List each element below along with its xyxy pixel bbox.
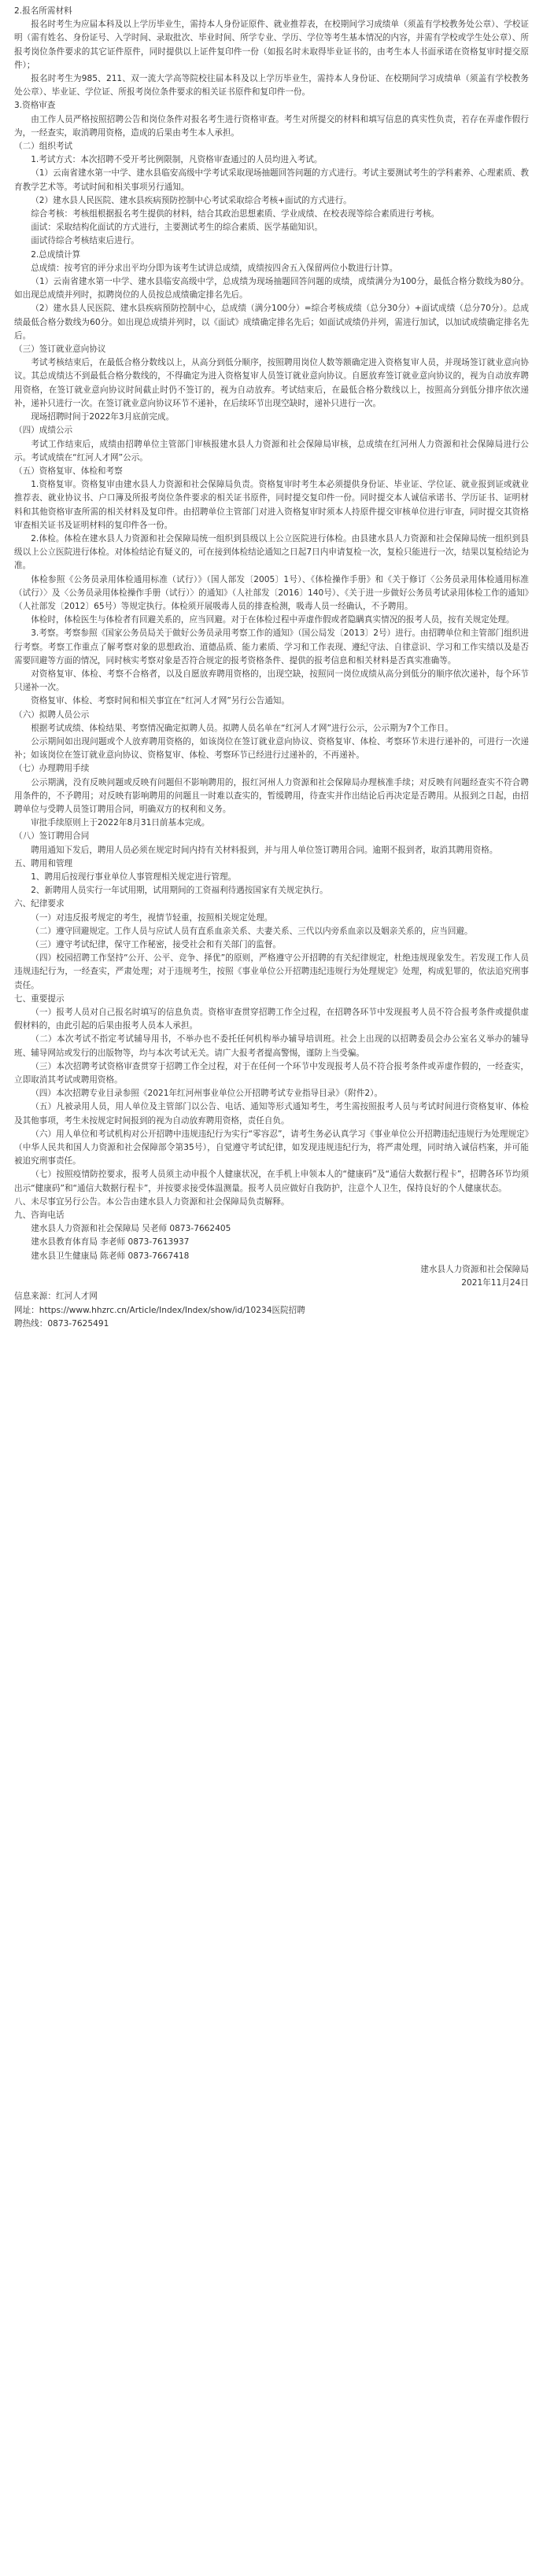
section-heading-others: 八、未尽事宜另行公告。本公告由建水县人力资源和社会保障局负责解释。 (14, 1196, 290, 1207)
paragraph-public-issue: 公示期间如出现问题或个人放弃聘用资格的，如该岗位在签订就业意向协议、资格复审、体检、考察环节未进行递补的，可进行一次递补；如该岗位在签订就业意向协议、资格复审、体检、考察环节已经进行过递补的，不再递补。 (14, 736, 529, 761)
section-heading-management: 五、聘用和管理 (14, 858, 73, 868)
paragraph-discipline-4: （四）校园招聘工作坚持“公开、公平、竞争、择优”的原则，严格遵守公开招聘的有关纪律规定，杜绝违规现象发生。若发现工作人员违规违纪行为，一经查实，严肃处理；对于违规考生，按照《事业单位公开招聘违纪违规行为处理规定》处理，构成犯罪的，依法追究刑事责任。 (14, 953, 529, 990)
signature-issuer: 建水县人力资源和社会保障局 (420, 1264, 529, 1274)
paragraph-physical-exam: 2.体检。体检在建水县人力资源和社会保障局统一组织到县级以上公立医院进行体检。由县建水县人力资源和社会保障局统一组织到县级以上公立医院进行体检。对体检结论有疑义的，可在接到体检结论通知之日起7日内申请复检一次，复检只能进行一次，结果以复检结论为准。 (14, 533, 529, 571)
paragraph-discipline-3: （三）遵守考试纪律，保守工作秘密，接受社会和有关部门的监督。 (31, 940, 281, 950)
paragraph-tip-4: （四）本次招聘专业目录参照《2021年红河州事业单位公开招聘考试专业指导目录》（附件2）。 (31, 1089, 383, 1099)
section-heading-candidate-public: （六）拟聘人员公示 (14, 709, 90, 720)
contact-hrss: 建水县人力资源和社会保障局 吴老师 0873-7662405 (31, 1224, 231, 1234)
footer-phone: 聘热线：0873-7625491 (14, 1318, 109, 1329)
paragraph-exam-method: 1.考试方式：本次招聘不受开考比例限制，凡资格审查通过的人员均进入考试。 (31, 155, 323, 165)
paragraph-management-2: 2、新聘用人员实行一年试用期，试用期间的工资福利待遇按国家有关规定执行。 (31, 886, 328, 896)
paragraph-tip-7: （七）按照疫情防控要求，报考人员须主动申报个人健康状况，在手机上申领本人的“健康码”及“通信大数据行程卡”，招聘各环节均须出示“健康码”和“通信大数据行程卡”，并按要求接受体温测量。报考人员应做好自我防护，注意个人卫生，保持良好的个人健康状态。 (14, 1170, 529, 1193)
paragraph-physical-standard: 体检参照《公务员录用体检通用标准（试行）》（国人部发〔2005〕1号）、《体检操作手册》和《关于修订〈公务员录用体检通用标准（试行）〉及〈公务员录用体检操作手册（试行）〉的通知》（人社部发〔2016〕140号）、《关于进一步做好公务员考试录用体检工作的通知》（人社部发〔2012〕65号）等规定执行。体检须开展吸毒人员的排查检测，吸毒人员一经确认，不予聘用。 (14, 574, 529, 611)
paragraph-tip-5: （五）凡被录用人员，用人单位及主管部门以公告、电话、通知等形式通知考生，考生需按照报考人员与考试时间进行资格复审、体检及其他事项，考生未按规定时间报到的视为自动放弃聘用资格，责任自负。 (14, 1102, 529, 1126)
section-heading-score: 2.总成绩计算 (31, 249, 81, 260)
section-heading-materials: 2.报名所需材料 (14, 6, 72, 16)
paragraph-score-public: 考试工作结束后，成绩由招聘单位主管部门审核报建水县人力资源和社会保障局审核，总成绩在红河州人力资源和社会保障局进行公示。考试成绩在“红河人才网”公示。 (14, 439, 529, 463)
paragraph-physical-avoid: 体检时，体检医生与体检者有回避关系的，应当回避。对于在体检过程中弄虚作假或者隐瞒真实情况的报考人员，按有关规定处理。 (31, 615, 515, 625)
paragraph-review: 由工作人员严格按照招聘公告和岗位条件对报名考生进行资格审查。考生对所提交的材料和填写信息的真实性负责，若存在弄虚作假行为，一经查实，取消聘用资格，造成的后果由考生本人承担。 (14, 114, 529, 138)
paragraph-contract: 聘用通知下发后，聘用人员必须在规定时间内持有关材料报到，并与用人单位签订聘用合同。逾期不报到者，取消其聘用资格。 (31, 845, 498, 855)
paragraph-interview: 面试：采取结构化面试的方式进行，主要测试考生的综合素质、医学基础知识。 (31, 223, 323, 233)
paragraph-tip-2: （二）本次考试不指定考试辅导用书，不举办也不委托任何机构举办辅导培训班。社会上出现的以招聘委员会办公室名义举办的辅导班、辅导网站或发行的出版物等，均与本次考试无关。请广大报考者提高警惕，谨防上当受骗。 (14, 1034, 529, 1058)
paragraph-former-graduate-materials: 报名时考生为985、211、双一流大学高等院校往届本科及以上学历毕业生，需持本人身份证、在校期间学习成绩单（须盖有学校教务处公章）、毕业证、学位证、所报考岗位条件要求的相关证书原件和复印件一份。 (14, 74, 529, 98)
paragraph-exam-hospitals: （2）建水县人民医院、建水县疾病预防控制中心考试采取综合考核+面试的方式进行。 (31, 195, 352, 205)
paragraph-score-schools: （1）云南省建水第一中学、建水县临安高级中学，总成绩为现场抽题回答问题的成绩，成绩满分为100分，最低合格分数线为80分。如出现总成绩并列时，拟聘岗位的人员按总成绩确定排名先后。 (14, 277, 529, 300)
paragraph-recruit-time: 现场招聘时间于2022年3月底前完成。 (31, 412, 175, 422)
section-heading-discipline: 六、纪律要求 (14, 899, 65, 909)
section-heading-contract: （八）签订聘用合同 (14, 831, 90, 842)
section-heading-procedure: （七）办理聘用手续 (14, 764, 90, 774)
paragraph-fill-vacancy: 对资格复审、体检、考察不合格者，以及自愿放弃聘用资格的，出现空缺，按照同一岗位成绩从高分到低分的顺序依次递补，每个环节只递补一次。 (14, 669, 529, 693)
section-heading-score-public: （四）成绩公示 (14, 426, 73, 436)
paragraph-management-1: 1、聘用后按现行事业单位人事管理相关规定进行管理。 (31, 872, 237, 882)
paragraph-notice-time: 资格复审、体检、考察时间和相关事宜在“红河人才网”另行公告通知。 (31, 696, 290, 706)
paragraph-tip-6: （六）用人单位和考试机构对公开招聘中违规违纪行为实行“零容忍”，请考生务必认真学习《事业单位公开招聘违纪违规行为处理规定》（中华人民共和国人力资源和社会保障部令第35号），自觉遵守考试纪律，如发现违规违纪行为，将严肃处理，同时纳入诚信档案，并可能被追究刑事责任。 (14, 1129, 529, 1166)
footer-source: 信息来源：红河人才网 (14, 1292, 98, 1302)
paragraph-candidate-public: 根据考试成绩、体检结果、考察情况确定拟聘人员。拟聘人员名单在“红河人才网”进行公示，公示期为7个工作日。 (31, 723, 453, 733)
paragraph-score-hospitals: （2）建水县人民医院、建水县疾病预防控制中心，总成绩（满分100分）=综合考核成绩（总分30分）+面试成绩（总分70分）。总成绩最低合格分数线为60分。如出现总成绩并列时，以《面试》成绩确定排名先后；如面试成绩仍并列，需进行加试，以加试成绩确定排名先后。 (14, 304, 529, 341)
paragraph-fresh-graduate-materials: 报名时考生为应届本科及以上学历毕业生，需持本人身份证原件、就业推荐表，在校期间学习成绩单（须盖有学校教务处公章）、学校证明（需有姓名、身份证号、入学时间、录取批次、毕业时间、所学专业、学历、学位等考生基本情况的内容，并需有学校或学生处公章）、所报考岗位条件要求的其它证件原件，同时提供以上证件复印件一份（如报名时未取得毕业证书的，由考生本人书面承诺在资格复审时提交原件）； (14, 20, 529, 70)
footer-url[interactable]: 网址：https://www.hhzrc.cn/Article/Index/Index/show/id/10234医院招聘 (14, 1305, 305, 1315)
paragraph-comprehensive-review: 综合考核：考核组根据报名考生提供的材料，结合其政治思想素质、学业成绩、在校表现等综合素质进行考核。 (31, 209, 440, 219)
section-heading-review: 3.资格审查 (14, 101, 56, 111)
section-heading-agreement: （三）签订就业意向协议 (14, 345, 106, 355)
contact-education: 建水县教育体育局 李老师 0873-7613937 (31, 1237, 190, 1247)
paragraph-exam-schools: （1）云南省建水第一中学、建水县临安高级中学考试采取现场抽题回答问题的方式进行。考试主要测试考生的学科素养、心理素质、教育教学艺术等。考试时间和相关事项另行通知。 (14, 168, 529, 192)
contact-health: 建水县卫生健康局 陈老师 0873-7667418 (31, 1251, 190, 1261)
paragraph-tip-1: （一）报考人员对自己报名时填写的信息负责。资格审查贯穿招聘工作全过程，在招聘各环节中发现报考人员不符合报考条件或提供虚假材料的，由此引起的后果由报考人员本人承担。 (14, 1008, 529, 1031)
paragraph-inspection: 3.考察。考察参照《国家公务员局关于做好公务员录用考察工作的通知》（国公局发〔2013〕2号）进行。由招聘单位和主管部门组织进行考察。考察工作重点了解考察对象的思想政治、道德品质、能力素质、学习和工作表现、遵纪守法、自律意识、学习和工作实绩以及是否需要回避等方面的情况，同时核实考察对象是否符合规定的报考资格条件、提供的报考信息和相关材料是否真实准确等。 (14, 628, 529, 665)
section-heading-exam: （二）组织考试 (14, 142, 73, 152)
paragraph-procedure: 公示期满，没有反映问题或反映有问题但不影响聘用的，报红河州人力资源和社会保障局办理核准手续；对反映有问题经查实不符合聘用条件的，不予聘用；对反映有影响聘用的问题且一时难以查实的，暂缓聘用，待查实并作出结论后再决定是否聘用。从报到之日起，由招聘单位与受聘人员签订聘用合同，明确双方的权利和义务。 (14, 777, 529, 814)
paragraph-total-score: 总成绩：按考官的评分求出平均分即为该考生试讲总成绩，成绩按四舍五入保留两位小数进行计算。 (31, 263, 398, 273)
paragraph-tip-3: （三）本次招聘考试资格审查贯穿于招聘工作全过程，对于在任何一个环节中发现报考人员不符合报考条件或弄虚作假的，一经查实，立即取消其考试或聘用资格。 (14, 1061, 529, 1085)
paragraph-discipline-1: （一）对违反报考规定的考生，视情节轻重，按照相关规定处理。 (31, 912, 273, 923)
paragraph-agreement: 考试考核结束后，在最低合格分数线以上，从高分到低分顺序，按照聘用岗位人数等额确定进入资格复审人员，并现场签订就业意向协议。其总成绩达不到最低合格分数线的，不得确定为进入资格复审人员签订就业意向协议。自愿放弃签订就业意向协议的，视为自动放弃聘用资格，在签订就业意向协议时间截止时仍不签订的，视为自动放弃。考试结束后，在最低合格分数线以上，按照高分到低分排序依次递补，递补只进行一次。在签订就业意向协议环节不递补，在后续环节出现空缺时，递补只进行一次。 (14, 358, 529, 408)
paragraph-recheck: 1.资格复审。资格复审由建水县人力资源和社会保障局负责。资格复审时考生本必须提供身份证、毕业证、学位证、就业报到证或就业推荐表、就业协议书、户口簿及所报考岗位条件要求的相关证书原件，同时提交复印件一份。同时提交本人诚信承诺书、学历证书、证明材料和其他资格审查所需的相关材料及复印件。由招聘单位主管部门对进入资格复审时须本人持原件提交审核单位进行审查，同时提交其资格审查相关证书及证明材料的复印件各一份。 (14, 480, 529, 530)
paragraph-interview-timing: 面试待综合考核结束后进行。 (31, 236, 139, 246)
section-heading-recheck: （五）资格复审、体检和考察 (14, 466, 123, 476)
section-heading-contact: 九、咨询电话 (14, 1211, 65, 1221)
signature-date: 2021年11月24日 (461, 1278, 529, 1288)
paragraph-approval-deadline: 审批手续原则上于2022年8月31日前基本完成。 (31, 818, 210, 828)
section-heading-tips: 七、重要提示 (14, 993, 65, 1004)
paragraph-discipline-2: （二）遵守回避规定。工作人员与应试人员有直系血亲关系、夫妻关系、三代以内旁系血亲以及姻亲关系的，应当回避。 (31, 926, 473, 936)
